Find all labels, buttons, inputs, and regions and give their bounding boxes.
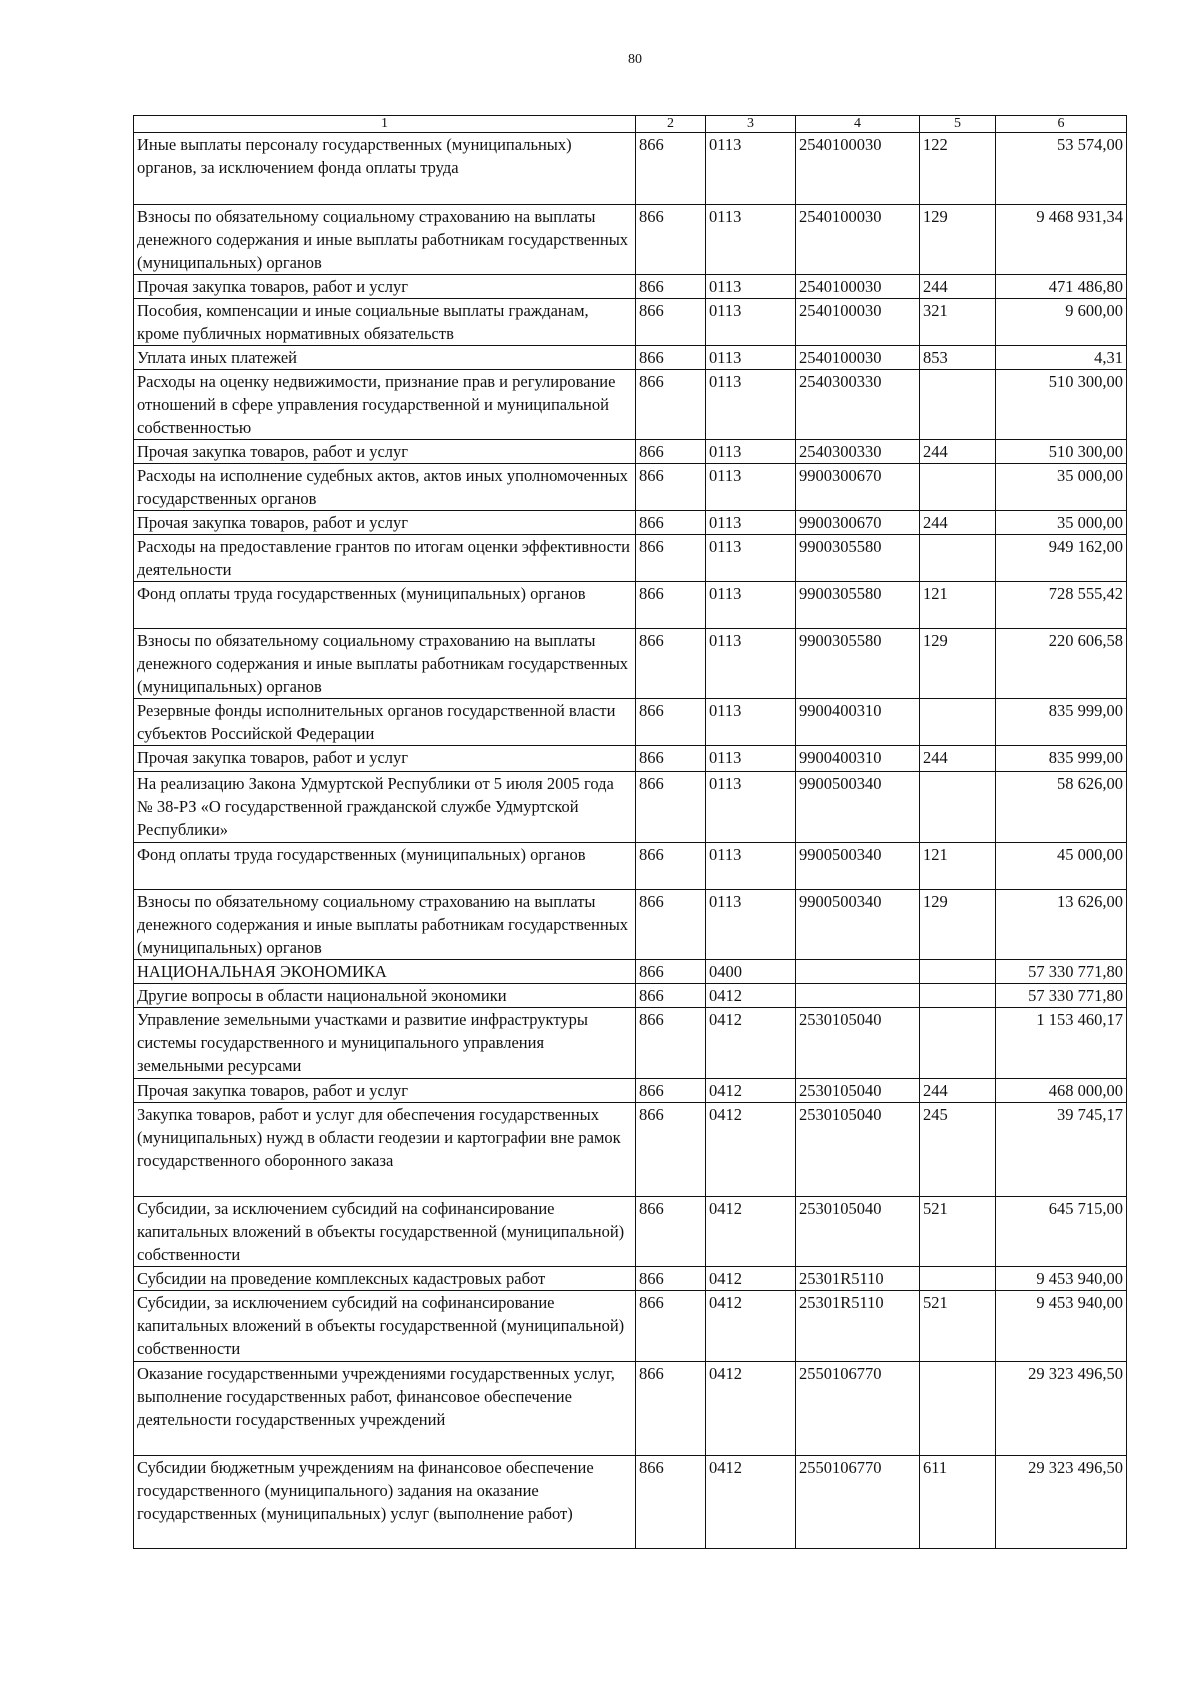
row-section-code: 0412 xyxy=(706,1197,796,1267)
row-amount: 39 745,17 xyxy=(996,1103,1127,1197)
row-section-code: 0113 xyxy=(706,299,796,346)
row-target-code: 2540100030 xyxy=(796,275,920,299)
row-amount: 29 323 496,50 xyxy=(996,1456,1127,1549)
table-row xyxy=(134,1103,1127,1197)
table-row xyxy=(134,843,1127,890)
row-name: Прочая закупка товаров, работ и услуг xyxy=(134,746,636,772)
table-row xyxy=(134,1291,1127,1362)
table-row xyxy=(134,629,1127,699)
row-target-code: 9900300670 xyxy=(796,464,920,511)
table-row xyxy=(134,1008,1127,1079)
header-row xyxy=(134,116,1127,133)
table-row xyxy=(134,440,1127,464)
row-expense-type xyxy=(920,984,996,1008)
row-expense-type: 244 xyxy=(920,746,996,772)
row-amount: 35 000,00 xyxy=(996,511,1127,535)
row-amount: 13 626,00 xyxy=(996,890,1127,960)
row-target-code: 25301R5110 xyxy=(796,1267,920,1291)
row-amount: 4,31 xyxy=(996,346,1127,370)
row-target-code: 9900305580 xyxy=(796,535,920,582)
row-expense-type: 244 xyxy=(920,275,996,299)
row-gr-code: 866 xyxy=(636,370,706,440)
row-name: Оказание государственными учреждениями государственных услуг, выполнение государственных работ, финансовое обеспечение деятельности государственных учреждений xyxy=(134,1362,636,1456)
row-amount: 58 626,00 xyxy=(996,772,1127,843)
row-amount: 57 330 771,80 xyxy=(996,984,1127,1008)
row-gr-code: 866 xyxy=(636,1291,706,1362)
table-row xyxy=(134,1079,1127,1103)
table-row xyxy=(134,890,1127,960)
row-target-code: 2530105040 xyxy=(796,1079,920,1103)
row-expense-type xyxy=(920,1267,996,1291)
row-section-code: 0412 xyxy=(706,1079,796,1103)
row-expense-type: 245 xyxy=(920,1103,996,1197)
row-amount: 220 606,58 xyxy=(996,629,1127,699)
row-amount: 1 153 460,17 xyxy=(996,1008,1127,1079)
row-amount: 35 000,00 xyxy=(996,464,1127,511)
row-name: Расходы на исполнение судебных актов, актов иных уполномоченных государственных органов xyxy=(134,464,636,511)
row-section-code: 0412 xyxy=(706,1103,796,1197)
row-expense-type: 121 xyxy=(920,843,996,890)
row-section-code: 0412 xyxy=(706,1291,796,1362)
row-section-code: 0113 xyxy=(706,440,796,464)
table-row xyxy=(134,133,1127,205)
row-amount: 949 162,00 xyxy=(996,535,1127,582)
column-header: 5 xyxy=(920,116,996,133)
table-row xyxy=(134,205,1127,275)
row-name: Иные выплаты персоналу государственных (муниципальных) органов, за исключением фонда оплаты труда xyxy=(134,133,636,205)
row-target-code: 2540100030 xyxy=(796,346,920,370)
row-name: Взносы по обязательному социальному страхованию на выплаты денежного содержания и иные выплаты работникам государственных (муниципальных) органов xyxy=(134,890,636,960)
row-expense-type xyxy=(920,1008,996,1079)
row-section-code: 0113 xyxy=(706,582,796,629)
row-target-code: 9900500340 xyxy=(796,890,920,960)
row-gr-code: 866 xyxy=(636,960,706,984)
row-gr-code: 866 xyxy=(636,1362,706,1456)
row-name: Взносы по обязательному социальному страхованию на выплаты денежного содержания и иные выплаты работникам государственных (муниципальных) органов xyxy=(134,629,636,699)
row-expense-type: 129 xyxy=(920,890,996,960)
budget-table xyxy=(133,115,1127,1549)
column-header: 4 xyxy=(796,116,920,133)
row-amount: 510 300,00 xyxy=(996,440,1127,464)
row-name: Субсидии бюджетным учреждениям на финансовое обеспечение государственного (муниципального) задания на оказание государственных (муниципальных) услуг (выполнение работ) xyxy=(134,1456,636,1549)
row-amount: 9 600,00 xyxy=(996,299,1127,346)
row-section-code: 0113 xyxy=(706,746,796,772)
row-gr-code: 866 xyxy=(636,1267,706,1291)
table-row xyxy=(134,772,1127,843)
row-gr-code: 866 xyxy=(636,629,706,699)
table-row xyxy=(134,582,1127,629)
row-section-code: 0113 xyxy=(706,133,796,205)
row-gr-code: 866 xyxy=(636,582,706,629)
row-gr-code: 866 xyxy=(636,275,706,299)
row-amount: 9 453 940,00 xyxy=(996,1267,1127,1291)
row-name: Прочая закупка товаров, работ и услуг xyxy=(134,511,636,535)
row-target-code: 2550106770 xyxy=(796,1456,920,1549)
column-header: 1 xyxy=(134,116,636,133)
row-expense-type: 321 xyxy=(920,299,996,346)
row-section-code: 0113 xyxy=(706,772,796,843)
row-amount: 53 574,00 xyxy=(996,133,1127,205)
page-number: 80 xyxy=(628,52,642,67)
row-amount: 728 555,42 xyxy=(996,582,1127,629)
row-gr-code: 866 xyxy=(636,133,706,205)
row-section-code: 0412 xyxy=(706,1008,796,1079)
row-target-code: 9900500340 xyxy=(796,772,920,843)
row-expense-type xyxy=(920,370,996,440)
row-target-code: 2540100030 xyxy=(796,299,920,346)
row-expense-type xyxy=(920,535,996,582)
row-section-code: 0113 xyxy=(706,370,796,440)
row-name: Резервные фонды исполнительных органов государственной власти субъектов Российской Федерации xyxy=(134,699,636,746)
row-gr-code: 866 xyxy=(636,346,706,370)
row-amount: 29 323 496,50 xyxy=(996,1362,1127,1456)
row-name: На реализацию Закона Удмуртской Республики от 5 июля 2005 года № 38-РЗ «О государственной гражданской службе Удмуртской Республики» xyxy=(134,772,636,843)
table-row xyxy=(134,464,1127,511)
row-name: Фонд оплаты труда государственных (муниципальных) органов xyxy=(134,843,636,890)
row-section-code: 0113 xyxy=(706,843,796,890)
column-header: 6 xyxy=(996,116,1127,133)
table-row xyxy=(134,1362,1127,1456)
row-name: Субсидии, за исключением субсидий на софинансирование капитальных вложений в объекты государственной (муниципальной) собственности xyxy=(134,1197,636,1267)
row-amount: 9 468 931,34 xyxy=(996,205,1127,275)
row-gr-code: 866 xyxy=(636,843,706,890)
row-name: Расходы на оценку недвижимости, признание прав и регулирование отношений в сфере управления государственной и муниципальной собственностью xyxy=(134,370,636,440)
row-section-code: 0113 xyxy=(706,511,796,535)
row-expense-type: 244 xyxy=(920,1079,996,1103)
row-target-code: 2540100030 xyxy=(796,133,920,205)
row-amount: 645 715,00 xyxy=(996,1197,1127,1267)
row-name: Управление земельными участками и развитие инфраструктуры системы государственного и муниципального управления земельными ресурсами xyxy=(134,1008,636,1079)
row-gr-code: 866 xyxy=(636,440,706,464)
row-name: Закупка товаров, работ и услуг для обеспечения государственных (муниципальных) нужд в области геодезии и картографии вне рамок государственного оборонного заказа xyxy=(134,1103,636,1197)
row-amount: 57 330 771,80 xyxy=(996,960,1127,984)
row-amount: 471 486,80 xyxy=(996,275,1127,299)
row-amount: 835 999,00 xyxy=(996,699,1127,746)
row-target-code: 9900305580 xyxy=(796,629,920,699)
row-name: Фонд оплаты труда государственных (муниципальных) органов xyxy=(134,582,636,629)
row-gr-code: 866 xyxy=(636,746,706,772)
table-row xyxy=(134,370,1127,440)
row-name: Расходы на предоставление грантов по итогам оценки эффективности деятельности xyxy=(134,535,636,582)
table-body xyxy=(134,133,1127,1549)
row-name: Уплата иных платежей xyxy=(134,346,636,370)
row-amount: 9 453 940,00 xyxy=(996,1291,1127,1362)
table-row xyxy=(134,346,1127,370)
row-name: Пособия, компенсации и иные социальные выплаты гражданам, кроме публичных нормативных обязательств xyxy=(134,299,636,346)
table-row xyxy=(134,511,1127,535)
row-gr-code: 866 xyxy=(636,1197,706,1267)
row-section-code: 0400 xyxy=(706,960,796,984)
row-target-code: 25301R5110 xyxy=(796,1291,920,1362)
row-expense-type: 129 xyxy=(920,205,996,275)
row-gr-code: 866 xyxy=(636,699,706,746)
row-amount: 45 000,00 xyxy=(996,843,1127,890)
row-gr-code: 866 xyxy=(636,1103,706,1197)
row-name: Прочая закупка товаров, работ и услуг xyxy=(134,440,636,464)
row-target-code xyxy=(796,960,920,984)
row-section-code: 0113 xyxy=(706,464,796,511)
row-gr-code: 866 xyxy=(636,535,706,582)
row-expense-type xyxy=(920,960,996,984)
row-expense-type: 611 xyxy=(920,1456,996,1549)
row-target-code: 2540100030 xyxy=(796,205,920,275)
row-section-code: 0113 xyxy=(706,629,796,699)
row-gr-code: 866 xyxy=(636,1456,706,1549)
row-section-code: 0113 xyxy=(706,275,796,299)
row-target-code: 2540300330 xyxy=(796,440,920,464)
table-row xyxy=(134,275,1127,299)
row-target-code: 9900400310 xyxy=(796,699,920,746)
row-target-code: 9900400310 xyxy=(796,746,920,772)
row-gr-code: 866 xyxy=(636,511,706,535)
row-target-code: 9900300670 xyxy=(796,511,920,535)
table-row xyxy=(134,984,1127,1008)
table-row xyxy=(134,1197,1127,1267)
row-expense-type xyxy=(920,772,996,843)
row-section-code: 0113 xyxy=(706,699,796,746)
row-gr-code: 866 xyxy=(636,1008,706,1079)
row-expense-type xyxy=(920,1362,996,1456)
row-expense-type: 521 xyxy=(920,1291,996,1362)
table-row xyxy=(134,699,1127,746)
row-target-code: 2540300330 xyxy=(796,370,920,440)
row-section-code: 0412 xyxy=(706,1456,796,1549)
row-section-code: 0412 xyxy=(706,1362,796,1456)
row-expense-type: 244 xyxy=(920,511,996,535)
row-gr-code: 866 xyxy=(636,299,706,346)
row-target-code: 2530105040 xyxy=(796,1103,920,1197)
row-name: Взносы по обязательному социальному страхованию на выплаты денежного содержания и иные выплаты работникам государственных (муниципальных) органов xyxy=(134,205,636,275)
row-expense-type xyxy=(920,464,996,511)
row-expense-type xyxy=(920,699,996,746)
row-section-code: 0412 xyxy=(706,1267,796,1291)
row-expense-type: 244 xyxy=(920,440,996,464)
row-section-code: 0113 xyxy=(706,890,796,960)
table-row xyxy=(134,535,1127,582)
row-target-code: 9900305580 xyxy=(796,582,920,629)
table-row xyxy=(134,746,1127,772)
row-target-code: 2550106770 xyxy=(796,1362,920,1456)
row-target-code: 9900500340 xyxy=(796,843,920,890)
row-amount: 468 000,00 xyxy=(996,1079,1127,1103)
row-target-code: 2530105040 xyxy=(796,1008,920,1079)
table-row xyxy=(134,1267,1127,1291)
row-expense-type: 521 xyxy=(920,1197,996,1267)
row-section-code: 0412 xyxy=(706,984,796,1008)
table-row xyxy=(134,960,1127,984)
row-gr-code: 866 xyxy=(636,205,706,275)
row-expense-type: 121 xyxy=(920,582,996,629)
column-header: 3 xyxy=(706,116,796,133)
row-name: Субсидии на проведение комплексных кадастровых работ xyxy=(134,1267,636,1291)
row-section-code: 0113 xyxy=(706,535,796,582)
row-name: Субсидии, за исключением субсидий на софинансирование капитальных вложений в объекты государственной (муниципальной) собственности xyxy=(134,1291,636,1362)
row-expense-type: 129 xyxy=(920,629,996,699)
row-target-code: 2530105040 xyxy=(796,1197,920,1267)
row-amount: 510 300,00 xyxy=(996,370,1127,440)
row-gr-code: 866 xyxy=(636,464,706,511)
table-row xyxy=(134,299,1127,346)
row-gr-code: 866 xyxy=(636,772,706,843)
row-expense-type: 122 xyxy=(920,133,996,205)
row-gr-code: 866 xyxy=(636,1079,706,1103)
row-name: Прочая закупка товаров, работ и услуг xyxy=(134,1079,636,1103)
row-amount: 835 999,00 xyxy=(996,746,1127,772)
row-section-code: 0113 xyxy=(706,346,796,370)
row-gr-code: 866 xyxy=(636,890,706,960)
row-name: Прочая закупка товаров, работ и услуг xyxy=(134,275,636,299)
row-name: НАЦИОНАЛЬНАЯ ЭКОНОМИКА xyxy=(134,960,636,984)
row-gr-code: 866 xyxy=(636,984,706,1008)
row-name: Другие вопросы в области национальной экономики xyxy=(134,984,636,1008)
row-expense-type: 853 xyxy=(920,346,996,370)
table-row xyxy=(134,1456,1127,1549)
row-target-code xyxy=(796,984,920,1008)
row-section-code: 0113 xyxy=(706,205,796,275)
column-header: 2 xyxy=(636,116,706,133)
